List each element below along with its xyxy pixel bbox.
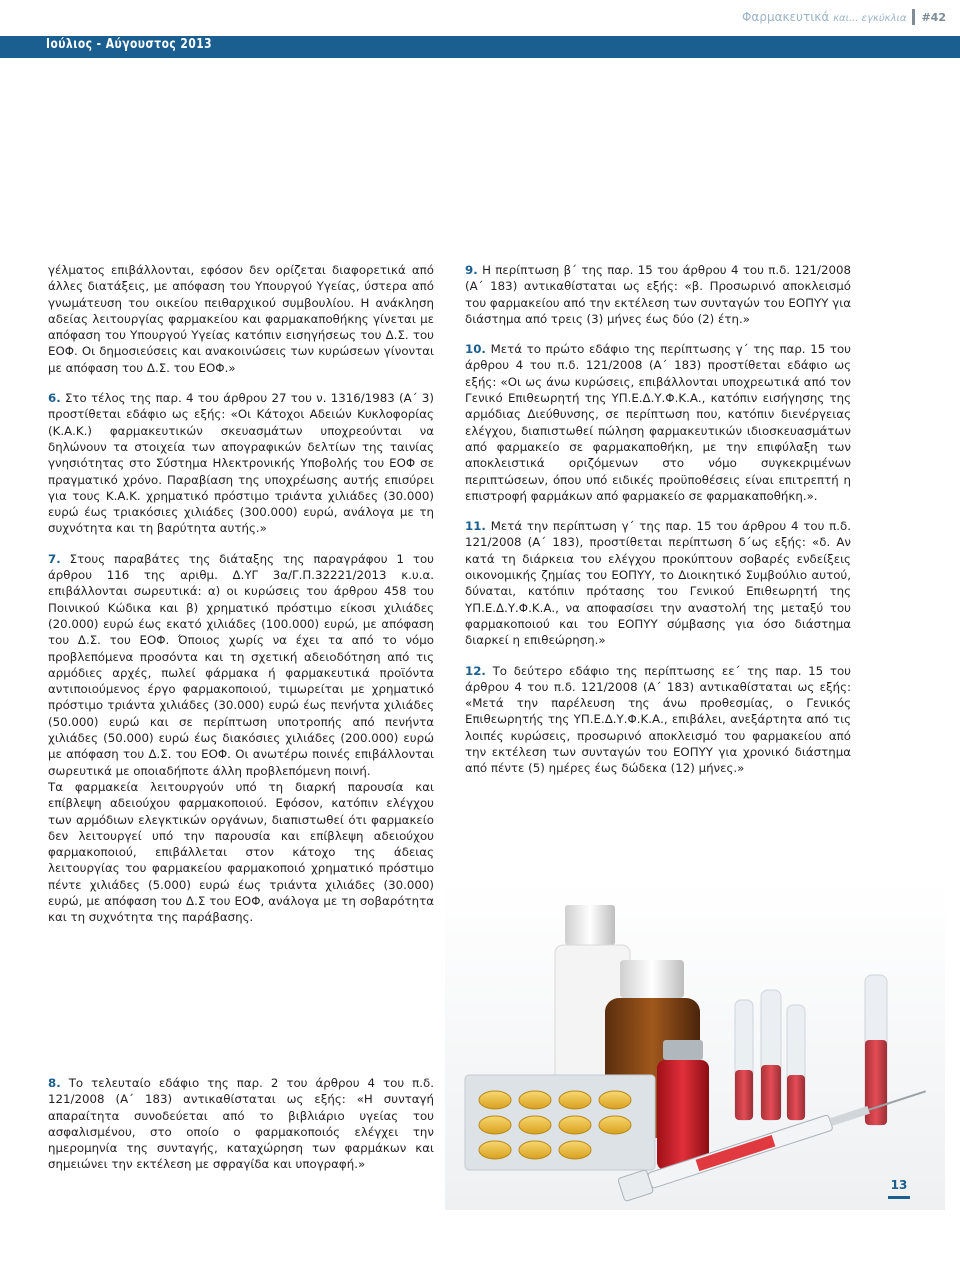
paragraph-text: Το τελευταίο εδάφιο της παρ. 2 του άρθρου 4 του π.δ. 121/2008 (Α΄ 183) αντικαθίσταται ως εξής: «Η συνταγή απαραίτητα συνοδεύεται από το βιβλιάριο υγείας του ασφαλισμένου, στο οποίο ο φαρμακοποιός ελέγχει την ημερομηνία της συνταγής, καταχώρηση των φαρμάκων και σημειώνει την εκτέλεση με σφραγίδα και υπογραφή.» bbox=[48, 1076, 434, 1172]
issue-date: Ιούλιος - Αύγουστος 2013 bbox=[46, 37, 213, 52]
paragraph-7 bbox=[48, 551, 434, 779]
item-number: 10. bbox=[465, 342, 486, 357]
item-number: 12. bbox=[465, 663, 486, 678]
paragraph-text: Μετά την περίπτωση γ΄ της παρ. 15 του άρθρου 4 του π.δ. 121/2008 (Α΄ 183), προστίθεται περίπτωση δ΄ως εξής: «δ. Αν κατά τη διάρκεια του ελέγχου προκύπτουν σοβαρές ενδείξεις οικονομικής ζημίας του ΕΟΠΥΥ, το Διοικητικό Συμβούλιο αυτού, δύναται, κατόπιν πρότασης του Γενικού Επιθεωρητή της ΥΠ.Ε.Δ.Υ.Φ.Κ.Α., να αποφασίσει την αναστολή της μεταξύ του φαρμακοποιού και του ΕΟΠΥΥ σύμβασης για όσο διάστημα διαρκεί η επιθεώρηση.» bbox=[465, 519, 851, 648]
right-column bbox=[465, 262, 851, 791]
paragraph-9 bbox=[465, 262, 851, 327]
page-number bbox=[888, 1178, 910, 1199]
item-number: 9. bbox=[465, 263, 478, 277]
paragraph-text: Στους παραβάτες της διάταξης της παραγράφου 1 του άρθρου 116 της αριθμ. Δ.ΥΓ 3α/Γ.Π.32221/2013 κ.υ.α. επιβάλλονται σωρευτικά: α) οι κυρώσεις του άρθρου 458 του Ποινικού Κώδικα και β) χρηματικό πρόστιμο είκοσι χιλιάδες (20.000) ευρώ έως εκατό χιλιάδες (100.000) ευρώ, με απόφαση του Δ.Σ. του ΕΟΦ. Όποιος χωρίς να έχει τα από το νόμο προβλεπόμενα προσόντα και τη σχετική αδειοδότηση από τις αρμόδιες αρχές, πωλεί φάρμακα ή φαρμακευτικά προϊόντα αντιποιούμενος έργο φαρμακοποιού, τιμωρείται με χρηματικό πρόστιμο τριάντα χιλιάδες (30.000) ευρώ έως πενήντα χιλιάδες (50.000) ευρώ και σε περίπτωση υποτροπής από πενήντα χιλιάδες (50.000) ευρώ έως διακόσιες χιλιάδες (200.000) ευρώ με απόφαση του Δ.Σ. του ΕΟΦ. Οι ανωτέρω ποινές επιβάλλονται σωρευτικά με οποιαδήποτε άλλη προβλεπόμενη ποινή. bbox=[48, 551, 434, 778]
item-number: 8. bbox=[48, 1076, 61, 1090]
medicine-illustration bbox=[445, 880, 945, 1210]
paragraph-10 bbox=[465, 341, 851, 504]
paragraph-text: Μετά το πρώτο εδάφιο της περίπτωσης γ΄ της παρ. 15 του άρθρου 4 του π.δ. 121/2008 (Α΄ 183) προστίθεται εδάφιο ως εξής: «Οι ως άνω κυρώσεις, επιβάλλονται υποχρεωτικά από τον Γενικό Επιθεωρητή της ΥΠ.Ε.Δ.Υ.Φ.Κ.Α., κατόπιν εισήγησης της αρμόδιας Διεύθυνσης, σε περίπτωση που, κατόπιν διενέργειας ελέγχου, διαπιστωθεί πώληση φαρμακευτικών ιδιοσκευασμάτων από φαρμακείο σε φαρμακαποθήκη, με την επιφύλαξη των αποκλειστικά οριζόμενων στο νόμο συγκεκριμένων περιπτώσεων, όπου υπό ειδικές προϋποθέσεις είναι επιτρεπτή η επιστροφή φαρμάκων από φαρμακείο σε φαρμακαποθήκη.». bbox=[465, 342, 852, 503]
masthead-divider bbox=[912, 9, 915, 25]
medicine-photo bbox=[445, 880, 945, 1210]
left-column-bottom bbox=[48, 1075, 434, 1187]
item-number: 6. bbox=[48, 391, 61, 406]
paragraph-8 bbox=[48, 1075, 434, 1173]
paragraph-6 bbox=[48, 390, 434, 537]
paragraph-text: Στο τέλος της παρ. 4 του άρθρου 27 του ν. 1316/1983 (Α΄ 3) προστίθεται εδάφιο ως εξής: «Οι Κάτοχοι Αδειών Κυκλοφορίας (Κ.Α.Κ.) φαρμακευτικών σκευασμάτων υποχρεούνται να δηλώνουν τα στοιχεία των απογραφικών δελτίων της ταινίας γνησιότητας στο Σύστημα Ηλεκτρονικής Υποβολής του ΕΟΦ σε πραγματικό χρόνο. Παραβίαση της υποχρέωσης αυτής επισύρει για τους Κ.Α.Κ. χρηματικό πρόστιμο τριάντα χιλιάδες (30.000) ευρώ έως τριακόσιες χιλιάδες (300.000) ευρώ, ανάλογα με τη συχνότητα και τη βαρύτητα αυτής.» bbox=[48, 391, 434, 536]
page-number-text: 13 bbox=[890, 1178, 908, 1192]
magazine-brand: Φαρμακευτικά και... εγκύκλια bbox=[741, 10, 907, 24]
header-band bbox=[0, 36, 960, 58]
page-number-underline bbox=[888, 1196, 910, 1199]
paragraph-text: Το δεύτερο εδάφιο της περίπτωσης εε΄ της παρ. 15 του άρθρου 4 του π.δ. 121/2008 (Α΄ 183) αντικαθίσταται ως εξής: «Μετά την παρέλευση της άνω προθεσμίας, ο Γενικός Επιθεωρητής της ΥΠ.Ε.Δ.Υ.Φ.Κ.Α., επιβάλει, ανεξάρτητα από τις λοιπές κυρώσεις, προσωρινό αποκλεισμό του φαρμακείου από την εκτέλεση των συνταγών του ΕΟΠΥΥ για χρονικό διάστημα από πέντε (5) ημέρες έως δώδεκα (12) μήνες.» bbox=[465, 663, 851, 776]
item-number: 11. bbox=[465, 519, 486, 534]
item-number: 7. bbox=[48, 551, 61, 566]
paragraph-7b: Τα φαρμακεία λειτουργούν υπό τη διαρκή παρουσία και επίβλεψη αδειούχου φαρμακοποιού. Εφόσον, κατόπιν ελέγχου των αρμόδιων ελεγκτικών οργάνων, διαπιστωθεί ότι φαρμακείο δεν λειτουργεί υπό την παρουσία και επίβλεψη αδειούχου φαρμακοποιού, επιβάλλεται στον κάτοχο της άδειας λειτουργίας του φαρμακείου φαρμακοποιό χρηματικό πρόστιμο πέντε χιλιάδες (5.000) ευρώ έως τριάντα χιλιάδες (30.000) ευρώ, με απόφαση του Δ.Σ του ΕΟΦ, ανάλογα με τη σοβαρότητα και τη συχνότητα της παράβασης. bbox=[48, 779, 434, 925]
paragraph-12 bbox=[465, 663, 851, 777]
paragraph-text: Η περίπτωση β΄ της παρ. 15 του άρθρου 4 του π.δ. 121/2008 (Α΄ 183) αντικαθίσταται ως εξής: «β. Προσωρινό αποκλεισμό του φαρμακείου από την εκτέλεση των συνταγών του ΕΟΠΥΥ για διάστημα από τρεις (3) μήνες έως δύο (2) έτη.» bbox=[465, 263, 851, 326]
masthead bbox=[742, 9, 946, 25]
left-column bbox=[48, 262, 434, 940]
paragraph-continuation: γέλματος επιβάλλονται, εφόσον δεν ορίζεται διαφορετικά από άλλες διατάξεις, με απόφαση του Υπουργού Υγείας, ύστερα από γνωμάτευση του οικείου πειθαρχικού συμβουλίου. Η ανάκληση αδείας λειτουργίας φαρμακείου και φαρμακαποθήκης γίνεται με απόφαση του Υπουργού Υγείας κατόπιν εισηγήσεως του Δ.Σ. του ΕΟΦ. Οι δημοσιεύσεις και ανακοινώσεις των κυρώσεων γίνονται με απόφαση του Δ.Σ. του ΕΟΦ.» bbox=[48, 263, 434, 375]
issue-number: #42 bbox=[921, 10, 946, 24]
paragraph-11 bbox=[465, 518, 851, 648]
